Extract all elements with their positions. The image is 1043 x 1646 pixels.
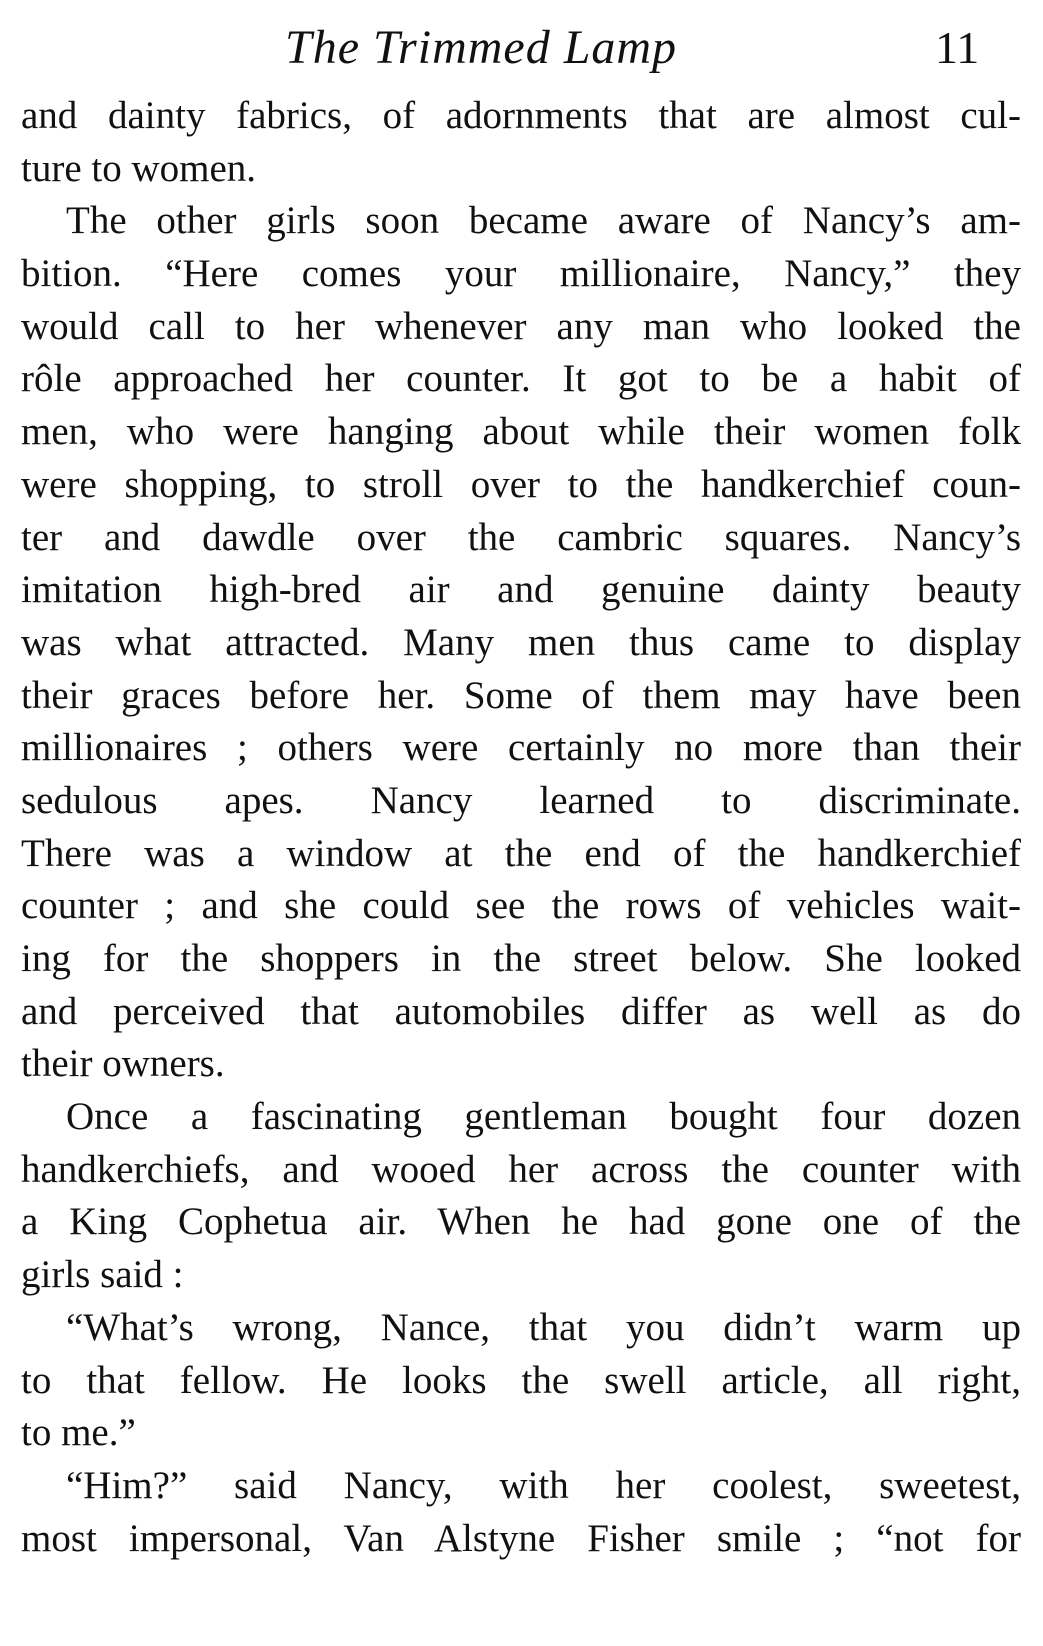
page-number: 11 bbox=[935, 22, 980, 73]
text-line: “What’s wrong, Nance, that you didn’t warm up bbox=[66, 1305, 1021, 1349]
text-line: and dainty fabrics, of adornments that are almost cul- bbox=[21, 94, 1021, 137]
body-text bbox=[21, 90, 1021, 1565]
text-line: a King Cophetua air. When he had gone one of the bbox=[21, 1200, 1021, 1244]
text-line: rôle approached her counter. It got to be a habit of bbox=[21, 357, 1021, 401]
text-line: The other girls soon became aware of Nancy’s am- bbox=[66, 199, 1021, 243]
text-line: ing for the shoppers in the street below. She looked bbox=[21, 937, 1021, 980]
text-line: “Him?” said Nancy, with her coolest, sweetest, bbox=[66, 1463, 1021, 1507]
text-line: to me.” bbox=[21, 1411, 136, 1455]
running-header bbox=[0, 6, 1043, 86]
text-line: ture to women. bbox=[21, 146, 257, 190]
text-line: girls said : bbox=[21, 1253, 184, 1297]
text-line: millionaires ; others were certainly no more than their bbox=[21, 726, 1021, 770]
text-line: handkerchiefs, and wooed her across the counter with bbox=[21, 1147, 1021, 1191]
text-line: men, who were hanging about while their women folk bbox=[21, 410, 1021, 454]
text-line: ter and dawdle over the cambric squares. Nancy’s bbox=[21, 515, 1021, 559]
text-line: counter ; and she could see the rows of vehicles wait- bbox=[21, 884, 1021, 928]
text-line: were shopping, to stroll over to the handkerchief coun- bbox=[21, 462, 1021, 506]
text-line: would call to her whenever any man who looked the bbox=[21, 304, 1021, 348]
text-line: was what attracted. Many men thus came to display bbox=[21, 620, 1021, 664]
text-line: There was a window at the end of the handkerchief bbox=[21, 831, 1021, 875]
text-line: bition. “Here comes your millionaire, Nancy,” they bbox=[21, 252, 1021, 296]
text-line: Once a fascinating gentleman bought four dozen bbox=[66, 1095, 1021, 1139]
text-line: their graces before her. Some of them may have been bbox=[21, 673, 1021, 717]
text-line: to that fellow. He looks the swell article, all right, bbox=[21, 1358, 1021, 1402]
text-line: imitation high-bred air and genuine dainty beauty bbox=[21, 568, 1021, 612]
text-line: their owners. bbox=[21, 1042, 225, 1086]
running-title: The Trimmed Lamp bbox=[285, 21, 678, 74]
text-line: sedulous apes. Nancy learned to discriminate. bbox=[21, 778, 1021, 822]
text-line: and perceived that automobiles differ as well as do bbox=[21, 989, 1021, 1033]
text-line: most impersonal, Van Alstyne Fisher smile ; “not for bbox=[21, 1516, 1021, 1560]
